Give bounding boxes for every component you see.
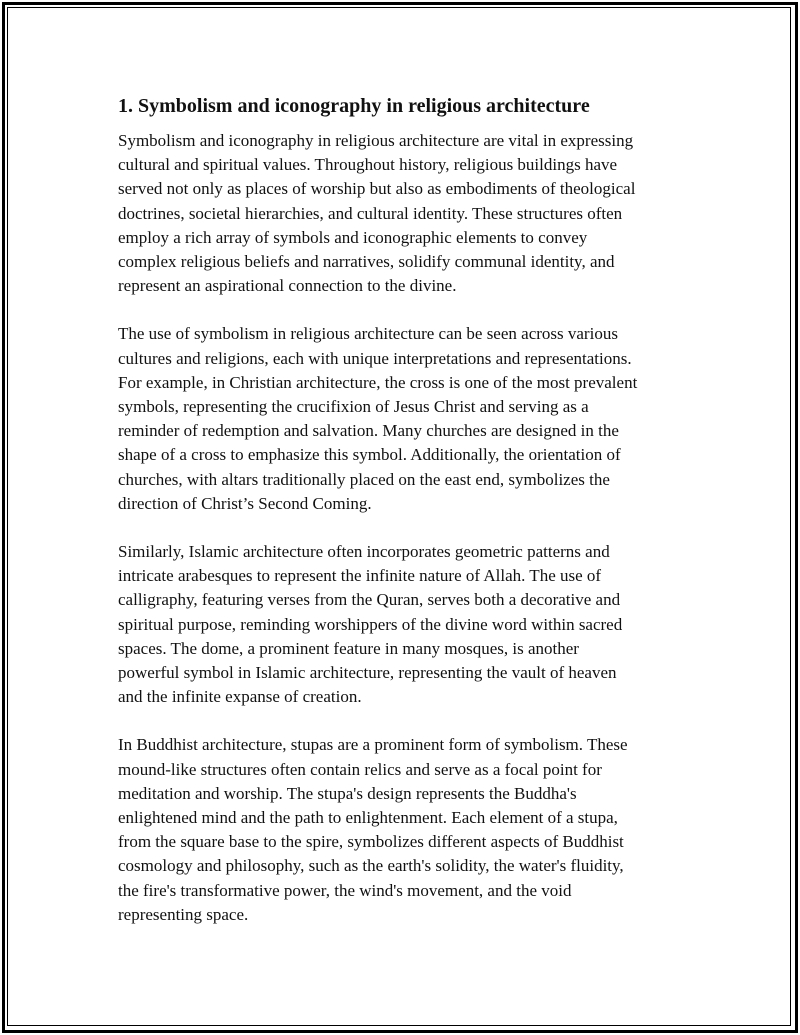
text-line: doctrines, societal hierarchies, and cultural identity. These structures often	[118, 203, 623, 223]
text-line: In Buddhist architecture, stupas are a prominent form of symbolism. These	[118, 735, 628, 755]
text-line: enlightened mind and the path to enlightenment. Each element of a stupa,	[118, 808, 618, 828]
text-line: cultural and spiritual values. Throughout history, religious buildings have	[118, 155, 618, 175]
document-body	[118, 94, 698, 951]
paragraph	[118, 129, 698, 298]
paragraph	[118, 322, 698, 516]
text-line: cosmology and philosophy, such as the earth's solidity, the water's fluidity,	[118, 856, 624, 876]
text-line: from the square base to the spire, symbolizes different aspects of Buddhist	[118, 832, 624, 852]
text-line: symbols, representing the crucifixion of Jesus Christ and serving as a	[118, 397, 589, 417]
paragraph	[118, 733, 698, 927]
text-line: and the infinite expanse of creation.	[118, 687, 362, 707]
text-line: served not only as places of worship but also as embodiments of theological	[118, 179, 636, 199]
paragraph	[118, 540, 698, 709]
section-heading: 1. Symbolism and iconography in religious architecture	[118, 95, 590, 117]
text-line: shape of a cross to emphasize this symbol. Additionally, the orientation of	[118, 445, 621, 465]
text-line: powerful symbol in Islamic architecture, representing the vault of heaven	[118, 663, 617, 683]
text-line: Similarly, Islamic architecture often incorporates geometric patterns and	[118, 542, 610, 562]
text-line: the fire's transformative power, the wind's movement, and the void	[118, 880, 572, 900]
text-line: spiritual purpose, reminding worshippers of the divine word within sacred	[118, 614, 623, 634]
text-line: complex religious beliefs and narratives, solidify communal identity, and	[118, 252, 615, 272]
text-line: cultures and religions, each with unique interpretations and representations.	[118, 348, 632, 368]
text-line: intricate arabesques to represent the infinite nature of Allah. The use of	[118, 566, 602, 586]
text-line: spaces. The dome, a prominent feature in many mosques, is another	[118, 638, 579, 658]
text-line: representing space.	[118, 904, 249, 924]
text-line: meditation and worship. The stupa's design represents the Buddha's	[118, 783, 577, 803]
text-line: mound-like structures often contain relics and serve as a focal point for	[118, 759, 602, 779]
text-line: reminder of redemption and salvation. Many churches are designed in the	[118, 421, 619, 441]
text-line: calligraphy, featuring verses from the Quran, serves both a decorative and	[118, 590, 621, 610]
text-line: Symbolism and iconography in religious architecture are vital in expressing	[118, 131, 634, 150]
text-line: represent an aspirational connection to the divine.	[118, 276, 457, 296]
text-line: The use of symbolism in religious architecture can be seen across various	[118, 324, 618, 344]
text-line: direction of Christ’s Second Coming.	[118, 493, 372, 513]
paragraph-list	[118, 129, 698, 927]
text-line: employ a rich array of symbols and iconographic elements to convey	[118, 227, 588, 247]
text-line: churches, with altars traditionally placed on the east end, symbolizes the	[118, 469, 610, 489]
text-line: For example, in Christian architecture, the cross is one of the most prevalent	[118, 372, 638, 392]
